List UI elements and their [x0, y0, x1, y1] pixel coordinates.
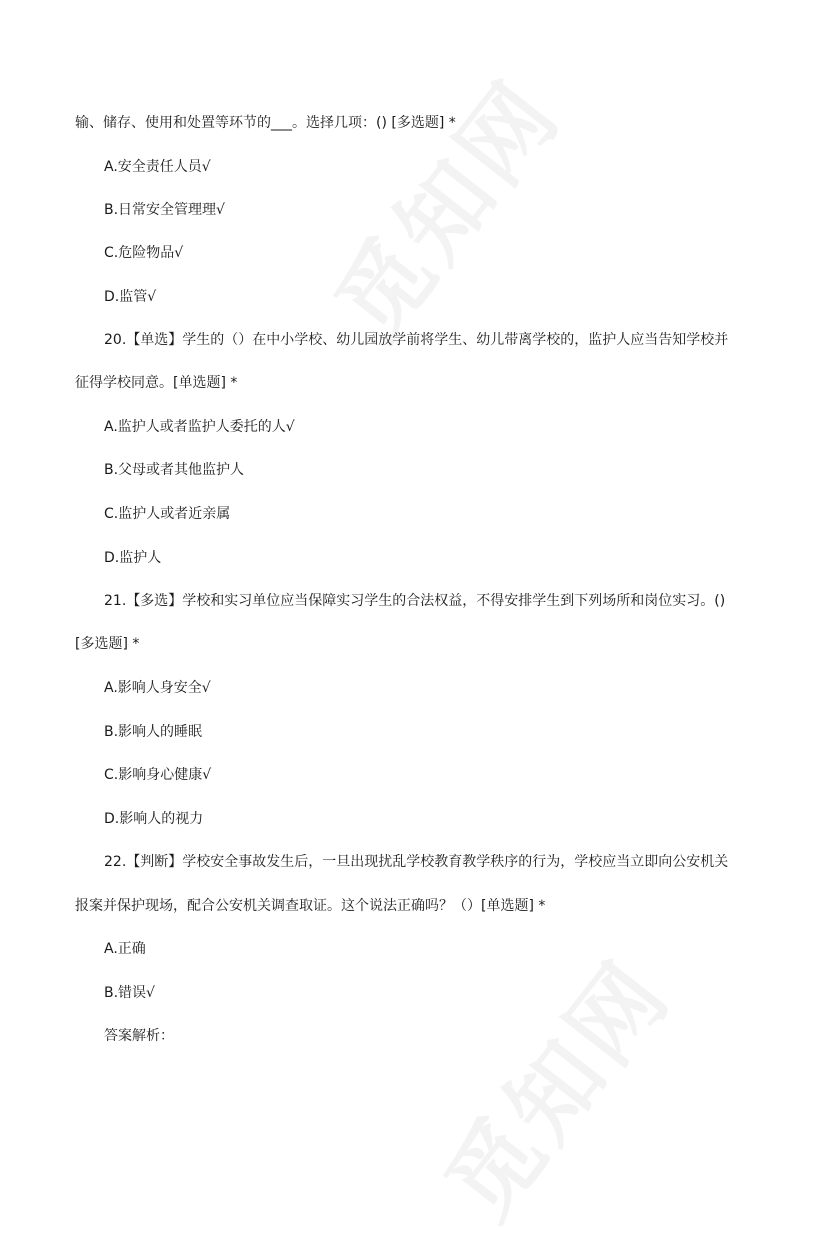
q20-text-cont: 征得学校同意。[单选题] *: [75, 375, 238, 391]
q21-text: 21.【多选】学校和实习单位应当保障实习学生的合法权益，不得安排学生到下列场所和岗位实习。(): [104, 593, 726, 609]
q22-text: 22.【判断】学校安全事故发生后，一旦出现扰乱学校教育教学秩序的行为，学校应当立即向公安机关: [104, 854, 729, 870]
q19-option-d: D.监管√: [104, 289, 157, 305]
q21-option-d: D.影响人的视力: [104, 811, 204, 827]
q20-option-c: C.监护人或者近亲属: [104, 506, 231, 522]
q22-option-b: B.错误√: [104, 985, 155, 1001]
q21-option-b: B.影响人的睡眠: [104, 724, 203, 740]
watermark: [300, 48, 585, 361]
q19-option-c: C.危险物品√: [104, 245, 184, 261]
q20-option-a: A.监护人或者监护人委托的人√: [104, 419, 295, 435]
q20-text: 20.【单选】学生的（）在中小学校、幼儿园放学前将学生、幼儿带离学校的，监护人应当告知学校并: [104, 332, 729, 348]
q21-option-a: A.影响人身安全√: [104, 680, 211, 696]
q21-text-cont: [多选题] *: [75, 636, 140, 652]
q21-option-c: C.影响身心健康√: [104, 767, 212, 783]
q19-continuation: 输、储存、使用和处置等环节的___。选择几项：() [多选题] *: [75, 115, 456, 131]
q19-option-b: B.日常安全管理理√: [104, 202, 225, 218]
q20-option-b: B.父母或者其他监护人: [104, 462, 245, 478]
q22-option-a: A.正确: [104, 941, 146, 957]
watermark-lower: [410, 928, 695, 1241]
q20-option-d: D.监护人: [104, 550, 162, 566]
q22-text-cont: 报案并保护现场，配合公安机关调查取证。这个说法正确吗？（）[单选题] *: [75, 898, 546, 914]
q19-option-a: A.安全责任人员√: [104, 159, 211, 175]
answer-analysis-label: 答案解析：: [104, 1028, 174, 1044]
